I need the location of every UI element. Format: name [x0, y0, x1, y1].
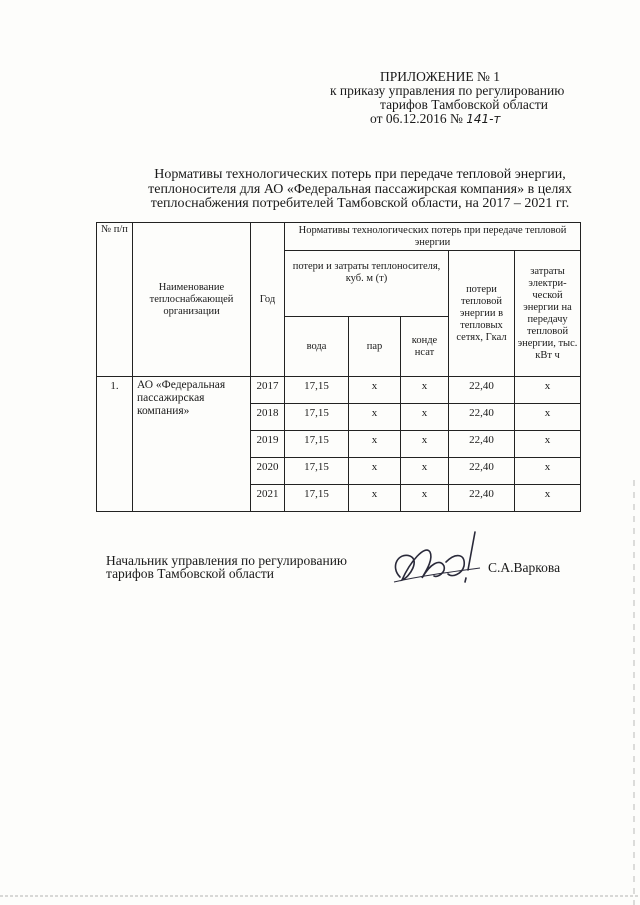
header-year: Год: [251, 223, 285, 377]
condensate-cell: х: [401, 458, 449, 485]
water-cell: 17,15: [285, 377, 349, 404]
title-line-3: теплоснабжения потребителей Тамбовской области, на 2017 – 2021 гг.: [150, 196, 570, 211]
year-cell: 2021: [251, 485, 285, 512]
heat-loss-cell: 22,40: [449, 404, 515, 431]
electric-cell: х: [515, 404, 581, 431]
header-water: вода: [285, 317, 349, 377]
header-steam: пар: [349, 317, 401, 377]
organization-name: АО «Федеральная пассажирская компания»: [133, 377, 251, 512]
steam-cell: х: [349, 431, 401, 458]
water-cell: 17,15: [285, 431, 349, 458]
steam-cell: х: [349, 485, 401, 512]
steam-cell: х: [349, 377, 401, 404]
title-line-1: Нормативы технологических потерь при передаче тепловой энергии,: [154, 167, 566, 182]
heat-loss-cell: 22,40: [449, 431, 515, 458]
year-cell: 2020: [251, 458, 285, 485]
year-cell: 2017: [251, 377, 285, 404]
handwritten-signature: [380, 522, 500, 592]
header-heat-loss: потери тепловой энергии в тепловых сетях, Гкал: [449, 251, 515, 377]
header-coolant-losses: потери и затраты теплоносителя, куб. м (т): [285, 251, 449, 317]
condensate-cell: х: [401, 377, 449, 404]
electric-cell: х: [515, 485, 581, 512]
year-cell: 2018: [251, 404, 285, 431]
order-number-handwritten: 141-т: [466, 112, 501, 126]
signer-name: С.А.Варкова: [488, 560, 561, 575]
annex-line-authority: тарифов Тамбовской области: [380, 97, 548, 112]
header-condensate: конде нсат: [401, 317, 449, 377]
signature-block-position: [106, 554, 347, 580]
condensate-cell: х: [401, 485, 449, 512]
electric-cell: х: [515, 458, 581, 485]
heat-loss-cell: 22,40: [449, 458, 515, 485]
year-cell: 2019: [251, 431, 285, 458]
row-number: 1.: [97, 377, 133, 512]
position-line-1: Начальник управления по регулированию: [106, 553, 348, 568]
water-cell: 17,15: [285, 458, 349, 485]
condensate-cell: х: [401, 404, 449, 431]
annex-header: [330, 70, 620, 126]
electric-cell: х: [515, 431, 581, 458]
title-line-2: теплоносителя для АО «Федеральная пассажирская компания» в целях: [148, 181, 572, 197]
steam-cell: х: [349, 404, 401, 431]
annex-line-order: к приказу управления по регулированию: [330, 83, 565, 98]
water-cell: 17,15: [285, 404, 349, 431]
annex-line-date: [330, 112, 620, 126]
condensate-cell: х: [401, 431, 449, 458]
water-cell: 17,15: [285, 485, 349, 512]
header-norms: Нормативы технологических потерь при передаче тепловой энергии: [285, 223, 581, 251]
electric-cell: х: [515, 377, 581, 404]
annex-title: ПРИЛОЖЕНИЕ № 1: [380, 69, 501, 84]
annex-date-prefix: от 06.12.2016 №: [370, 111, 463, 126]
heat-loss-cell: 22,40: [449, 377, 515, 404]
header-electric-cost: затраты электри-ческой энергии на передачу тепловой энергии, тыс. кВт ч: [515, 251, 581, 377]
norms-table: [96, 222, 581, 512]
header-organization: Наименование теплоснабжающей организации: [133, 223, 251, 377]
table-row: [97, 377, 581, 404]
document-title: [110, 168, 610, 212]
header-row-number: № п/п: [97, 223, 133, 377]
heat-loss-cell: 22,40: [449, 485, 515, 512]
position-line-2: тарифов Тамбовской области: [106, 566, 274, 581]
steam-cell: х: [349, 458, 401, 485]
